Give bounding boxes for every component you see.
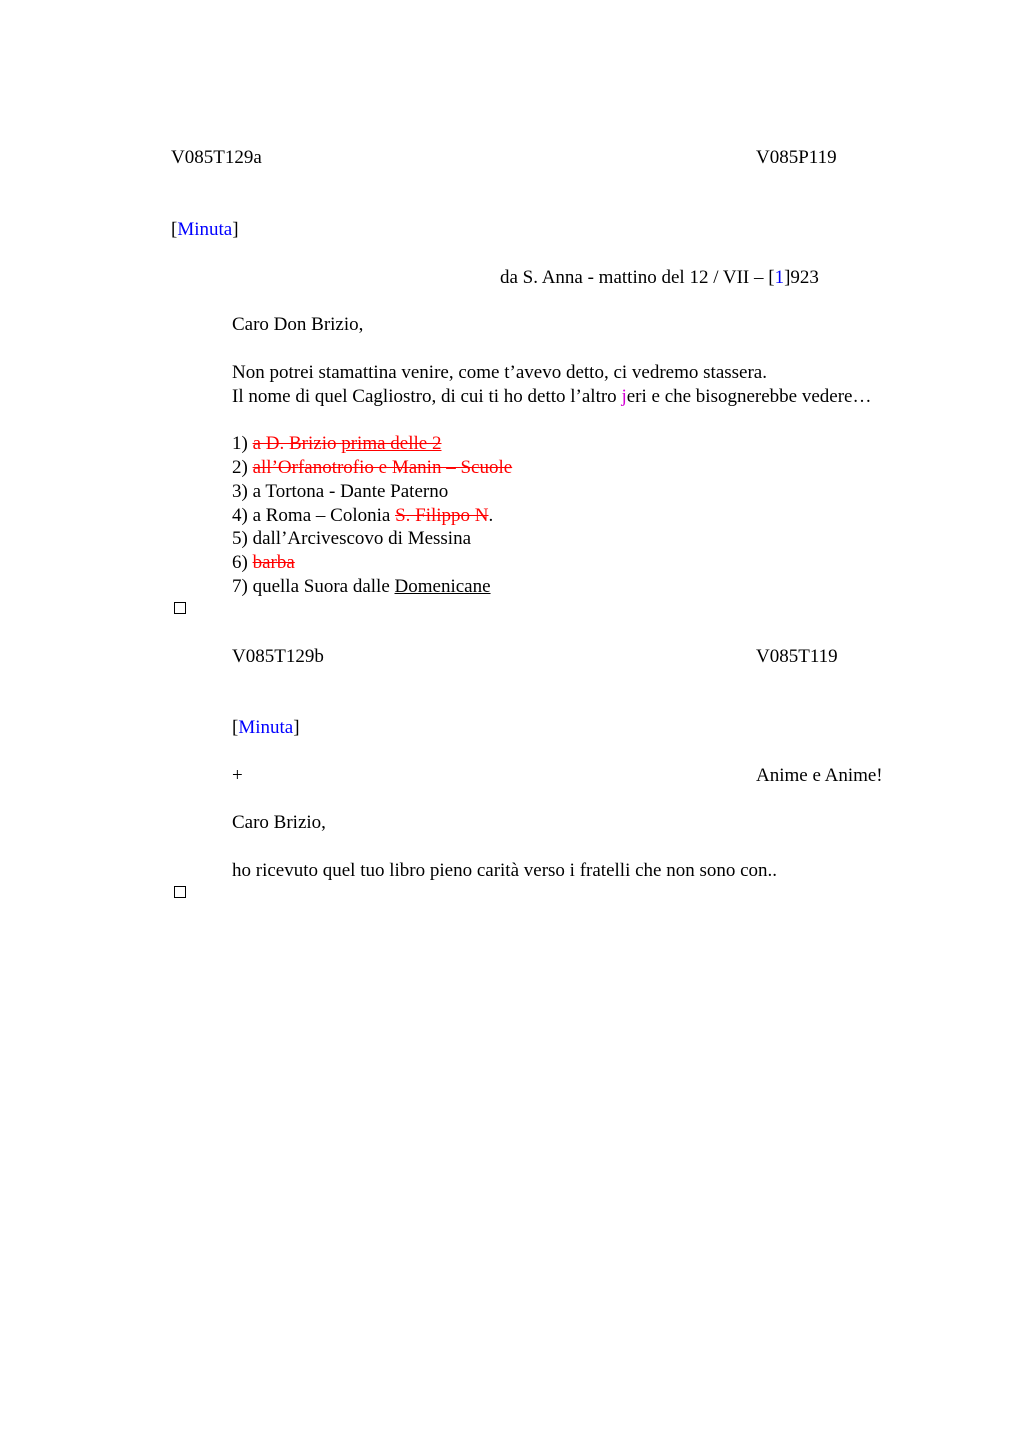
- list-item-3: [232, 480, 448, 504]
- paragraph-a-2: [232, 385, 871, 409]
- paragraph-a-2-end: eri e che bisognerebbe vedere…: [626, 386, 872, 407]
- paragraph-a-2-correction: j: [621, 386, 627, 407]
- bracket-open: [: [171, 219, 178, 240]
- list-item-6: [232, 551, 295, 575]
- dateline-text: da S. Anna - mattino del 12 / VII – [: [500, 267, 775, 288]
- deleted-text: S. Filippo N: [395, 505, 489, 526]
- deleted-text: barba: [252, 552, 295, 573]
- page-code-a: V085P119: [756, 147, 837, 168]
- square-marker: [174, 602, 186, 614]
- cross-mark: +: [232, 765, 243, 786]
- list-item-7: [232, 575, 491, 599]
- item-tail: .: [488, 505, 494, 526]
- minuta-label-b: [232, 716, 300, 740]
- deleted-text: all’Orfanotrofio e Manin – Scuole: [252, 457, 513, 478]
- item-text: quella Suora dalle: [252, 576, 395, 597]
- list-item-2: [232, 456, 512, 480]
- item-number: 7): [232, 576, 253, 597]
- minuta-word: Minuta: [177, 219, 233, 240]
- list-item-1: [232, 432, 441, 456]
- paragraph-b-1: ho ricevuto quel tuo libro pieno carità verso i fratelli che non sono con..: [232, 860, 778, 881]
- square-marker: [174, 886, 186, 898]
- item-number: 3): [232, 481, 253, 502]
- salutation-b: Caro Brizio,: [232, 812, 326, 833]
- item-number: 2): [232, 457, 253, 478]
- dateline-year-digit: 1: [774, 267, 785, 288]
- list-item-4: [232, 504, 493, 528]
- motto: Anime e Anime!: [756, 765, 883, 786]
- item-text: a Tortona - Dante Paterno: [252, 481, 449, 502]
- item-text: dall’Arcivescovo di Messina: [252, 528, 472, 549]
- deleted-underlined-text: prima delle 2: [341, 433, 442, 454]
- item-number: 4): [232, 505, 253, 526]
- minuta-word: Minuta: [238, 717, 294, 738]
- minuta-label-a: [171, 218, 239, 242]
- item-number: 6): [232, 552, 253, 573]
- bracket-close: ]: [293, 717, 300, 738]
- item-text: a Roma – Colonia: [252, 505, 396, 526]
- dateline-a: [500, 266, 819, 290]
- underlined-text: Domenicane: [394, 576, 491, 597]
- item-number: 5): [232, 528, 253, 549]
- document-code-a: V085T129a: [171, 147, 262, 168]
- dateline-year-rest: ]923: [784, 267, 819, 288]
- bracket-open: [: [232, 717, 239, 738]
- paragraph-a-1: Non potrei stamattina venire, come t’avevo detto, ci vedremo stassera.: [232, 362, 767, 383]
- deleted-text: a D. Brizio: [252, 433, 342, 454]
- list-item-5: [232, 527, 471, 551]
- document-code-b: V085T129b: [232, 646, 324, 667]
- item-number: 1): [232, 433, 253, 454]
- salutation-a: Caro Don Brizio,: [232, 314, 364, 335]
- page-code-b: V085T119: [756, 646, 838, 667]
- paragraph-a-2-start: Il nome di quel Cagliostro, di cui ti ho detto l’altro: [232, 386, 622, 407]
- bracket-close: ]: [232, 219, 239, 240]
